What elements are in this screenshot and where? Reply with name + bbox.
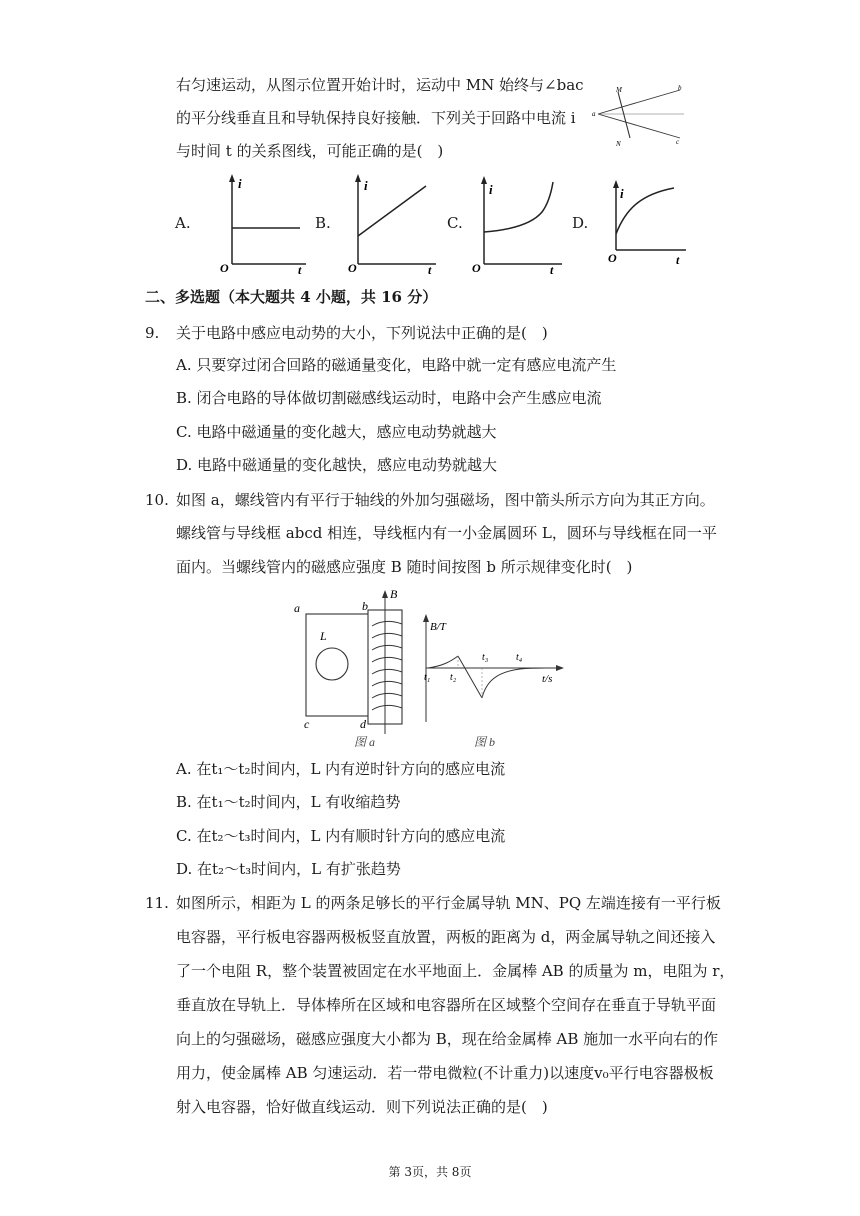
q8-stem-line1: 右匀速运动，从图示位置开始计时，运动中 MN 始终与∠bac	[176, 76, 584, 94]
q8-a-origin: O	[220, 261, 229, 275]
q9-option-b: B. 闭合电路的导体做切割磁感线运动时，电路中会产生感应电流	[176, 389, 602, 407]
section-title: 二、多选题（本大题共 4 小题，共 16 分）	[145, 288, 438, 306]
metal-ring-L	[316, 648, 348, 680]
q10-stem-line1: 如图 a，螺线管内有平行于轴线的外加匀强磁场，图中箭头所示方向为其正方向。	[176, 491, 715, 509]
q10-figure-a	[290, 586, 420, 750]
q11-stem-line4: 垂直放在导轨上．导体棒所在区域和电容器所在区域整个空间存在垂直于导轨平面	[176, 996, 717, 1014]
q8-b-origin: O	[348, 261, 357, 275]
q11-stem-line1: 如图所示，相距为 L 的两条足够长的平行金属导轨 MN、PQ 左端连接有一平行板	[176, 894, 721, 912]
q8-fig-label-M: M	[616, 86, 622, 94]
q9-option-c: C. 电路中磁通量的变化越大，感应电动势就越大	[176, 423, 497, 441]
q10-fig-b-caption: 图 b	[474, 735, 496, 749]
q11-stem-line2: 电容器，平行板电容器两极板竖直放置，两板的距离为 d，两金属导轨之间还接入	[176, 928, 716, 946]
q9-stem: 关于电路中感应电动势的大小，下列说法中正确的是( )	[176, 324, 548, 342]
q8-c-origin: O	[472, 261, 481, 275]
q10-fig-a-label-d: d	[360, 717, 366, 731]
q8-option-c-graph	[470, 172, 566, 276]
q10-option-c: C. 在t₂～t₃时间内，L 内有顺时针方向的感应电流	[176, 827, 506, 845]
q8-fig-label-b: b	[678, 84, 682, 92]
q9-option-d: D. 电路中磁通量的变化越快，感应电动势就越大	[176, 456, 498, 474]
q8-fig-label-N: N	[616, 140, 621, 148]
q10-fig-a-caption: 图 a	[354, 735, 376, 749]
q10-fig-a-label-c: c	[304, 717, 310, 731]
q10-option-b: B. 在t₁～t₂时间内，L 有收缩趋势	[176, 793, 401, 811]
q10-stem-line3: 面内。当螺线管内的磁感应强度 B 随时间按图 b 所示规律变化时( )	[176, 558, 633, 576]
q10-figure-b	[420, 612, 570, 750]
q11-stem-line6: 用力，使金属棒 AB 匀速运动．若一带电微粒(不计重力)以速度v₀平行电容器极板	[176, 1064, 714, 1082]
q8-stem-line2: 的平分线垂直且和导轨保持良好接触．下列关于回路中电流 i	[176, 109, 576, 127]
q8-option-d-graph	[606, 176, 690, 268]
q11-stem-line5: 向上的匀强磁场，磁感应强度大小都为 B，现在给金属棒 AB 施加一水平向右的作	[176, 1030, 719, 1048]
q8-d-ylabel: i	[620, 186, 624, 201]
q8-option-c-letter: C.	[447, 214, 463, 232]
q9-option-a: A. 只要穿过闭合回路的磁通量变化，电路中就一定有感应电流产生	[176, 356, 617, 374]
q8-b-ylabel: i	[364, 178, 368, 193]
q8-d-origin: O	[608, 251, 617, 265]
q8-option-a-graph	[218, 172, 310, 276]
q8-d-xlabel: t	[676, 253, 680, 267]
q10-fig-b-ylabel: B/T	[430, 621, 446, 633]
q9-number: 9.	[145, 324, 160, 342]
q10-fig-a-label-a: a	[294, 601, 300, 615]
q8-rail-figure	[588, 78, 688, 160]
q10-fig-b-t2: t₂	[450, 672, 457, 683]
q10-fig-a-label-L: L	[320, 629, 327, 643]
q10-number: 10.	[145, 491, 169, 509]
q10-fig-b-t4: t₄	[516, 652, 523, 663]
q11-stem-line7: 射入电容器，恰好做直线运动．则下列说法正确的是( )	[176, 1098, 548, 1116]
q11-stem-line3: 了一个电阻 R，整个装置被固定在水平地面上．金属棒 AB 的质量为 m，电阻为 r，	[176, 962, 735, 980]
page-footer: 第 3页，共 8页	[388, 1165, 472, 1179]
q8-b-xlabel: t	[428, 263, 432, 276]
q10-fig-a-label-B: B	[390, 587, 398, 601]
q8-stem-line3: 与时间 t 的关系图线，可能正确的是( )	[176, 142, 444, 160]
q10-option-a: A. 在t₁～t₂时间内，L 内有逆时针方向的感应电流	[176, 760, 506, 778]
q11-number: 11.	[145, 894, 169, 912]
q8-fig-label-a: a	[592, 110, 596, 118]
q8-c-ylabel: i	[489, 182, 493, 197]
q8-option-b-graph	[346, 172, 442, 276]
q10-fig-a-label-b: b	[362, 599, 368, 613]
q8-a-xlabel: t	[298, 263, 302, 276]
q8-option-a-letter: A.	[175, 214, 191, 232]
q8-fig-label-c: c	[676, 138, 680, 146]
q10-fig-b-t3: t₃	[482, 652, 489, 663]
q10-fig-b-xlabel: t/s	[542, 673, 553, 685]
q8-option-d-letter: D.	[572, 214, 589, 232]
q10-fig-b-t1: t₁	[424, 672, 431, 683]
q8-c-xlabel: t	[550, 263, 554, 276]
q10-option-d: D. 在t₂～t₃时间内，L 有扩张趋势	[176, 860, 401, 878]
q10-stem-line2: 螺线管与导线框 abcd 相连，导线框内有一小金属圆环 L，圆环与导线框在同一平	[176, 524, 717, 542]
q8-a-ylabel: i	[238, 176, 242, 191]
q8-option-b-letter: B.	[315, 214, 331, 232]
